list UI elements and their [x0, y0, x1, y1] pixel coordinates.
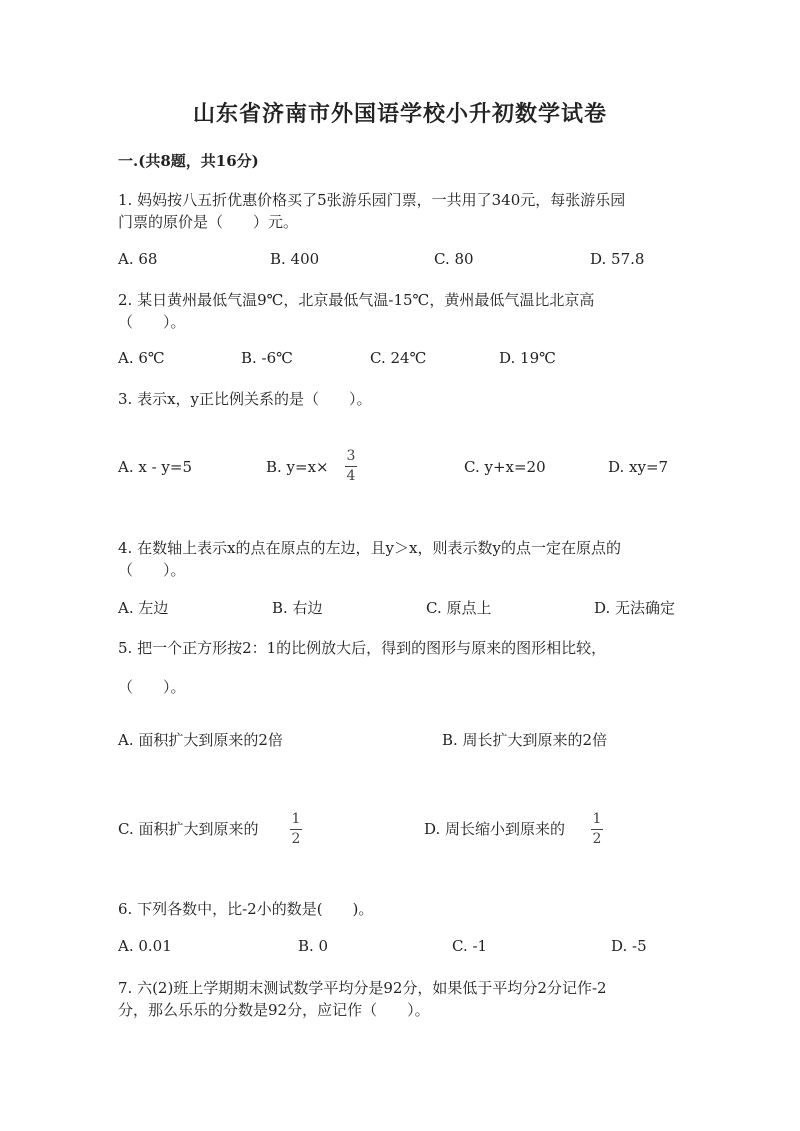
question-4-line-1: 4. 在数轴上表示x的点在原点的左边，且y＞x，则表示数y的点一定在原点的	[118, 539, 621, 557]
option-a: A. x - y=5	[118, 458, 193, 476]
option-a: A. 68	[118, 250, 158, 268]
option-c: C. y+x=20	[464, 458, 546, 476]
option-c: C. 面积扩大到原来的	[118, 820, 259, 838]
section-heading: 一.(共8题，共16分)	[118, 152, 259, 170]
page-title: 山东省济南市外国语学校小升初数学试卷	[192, 101, 607, 127]
fraction-numerator: 1	[291, 811, 301, 827]
option-d: D. 57.8	[590, 250, 645, 268]
option-d: D. 19℃	[499, 349, 556, 367]
question-4-line-2: （ ）。	[118, 561, 186, 579]
fraction-bar	[591, 829, 603, 830]
option-a: A. 6℃	[118, 349, 165, 367]
option-a: A. 左边	[118, 599, 169, 617]
option-b: B. y=x×	[266, 458, 329, 476]
fraction-denominator: 4	[346, 468, 356, 484]
option-b: B. -6℃	[241, 349, 293, 367]
question-1-line-1: 1. 妈妈按八五折优惠价格买了5张游乐园门票，一共用了340元，每张游乐园	[118, 191, 626, 209]
option-b: B. 右边	[272, 599, 323, 617]
fraction-one-half	[290, 812, 302, 847]
fraction-numerator: 1	[592, 811, 602, 827]
option-a: A. 面积扩大到原来的2倍	[118, 731, 283, 749]
question-7-line-1: 7. 六(2)班上学期期末测试数学平均分是92分，如果低于平均分2分记作-2	[118, 979, 607, 997]
question-5-line-1: 5. 把一个正方形按2：1的比例放大后，得到的图形与原来的图形相比较，	[118, 639, 607, 657]
fraction-bar	[345, 466, 357, 467]
option-b: B. 周长扩大到原来的2倍	[442, 731, 608, 749]
fraction-denominator: 2	[592, 831, 602, 847]
fraction-three-quarters	[345, 449, 357, 484]
fraction-denominator: 2	[291, 831, 301, 847]
fraction-one-half	[591, 812, 603, 847]
option-b: B. 0	[298, 937, 329, 955]
question-6-line-1: 6. 下列各数中，比-2小的数是( )。	[118, 900, 374, 918]
question-2-line-2: （ ）。	[118, 313, 186, 331]
fraction-numerator: 3	[346, 448, 356, 464]
option-a: A. 0.01	[118, 937, 172, 955]
option-c: C. 80	[434, 250, 474, 268]
option-d: D. 周长缩小到原来的	[424, 820, 566, 838]
option-d: D. -5	[611, 937, 647, 955]
question-3-line-1: 3. 表示x，y正比例关系的是（ ）。	[118, 390, 372, 408]
option-b: B. 400	[270, 250, 320, 268]
option-c: C. 24℃	[370, 349, 427, 367]
option-c: C. 原点上	[426, 599, 492, 617]
option-d: D. 无法确定	[594, 599, 676, 617]
question-2-line-1: 2. 某日黄州最低气温9℃，北京最低气温-15℃，黄州最低气温比北京高	[118, 291, 595, 309]
question-5-line-2: （ ）。	[118, 678, 186, 696]
option-d: D. xy=7	[608, 458, 669, 476]
option-c: C. -1	[452, 937, 488, 955]
question-1-line-2: 门票的原价是（ ）元。	[118, 213, 299, 231]
question-7-line-2: 分，那么乐乐的分数是92分，应记作（ ）。	[118, 1001, 430, 1019]
fraction-bar	[290, 829, 302, 830]
